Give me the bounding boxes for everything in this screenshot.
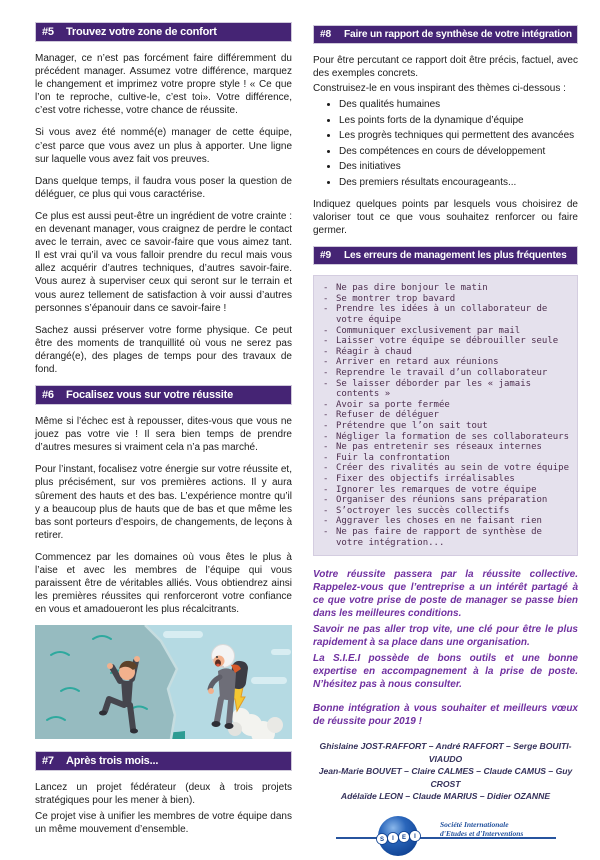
section9-header (313, 246, 578, 265)
logo-letter-i1: I (391, 835, 394, 842)
section8-title: Faire un rapport de synthèse de votre intégration (344, 29, 572, 40)
paragraph: Pour être percutant ce rapport doit être précis, factuel, avec des exemples concrets. (313, 55, 578, 80)
signature-line: Adélaïde LEON – Claude MARIUS – Didier OZANNE (340, 791, 551, 802)
paragraph: Dans quelque temps, il faudra vous poser la question de déléguer, ce plus qui vous caractérise. (35, 175, 292, 200)
list-item: • Les progrès techniques qui permettent des avancées (339, 129, 578, 142)
section7-number: #7 (42, 755, 54, 768)
section8-header (313, 25, 578, 44)
conclusion-block (313, 568, 578, 728)
paragraph: Ce plus est aussi peut-être un ingrédient de votre crainte : en devenant manager, vous craignez de perdre le contact avec le terrain, avec ce savoir-faire que vous aimez tant. Il est vrai qu’il va vous falloir prendre du recul mais vous allez acquérir d’autres techniques, d’autres savoir-faire. Vous aurez à superviser ceux qui seront sur le terrain et vous aurez tellement de satisfaction à voir aussi d’autres personnes s’épanouir dans ce savoir-faire ! (35, 210, 292, 314)
list-item: - Prétendre que l’on sait tout (316, 421, 573, 432)
paragraph: Construisez-le en vous inspirant des thèmes ci-dessous : (313, 83, 566, 95)
section5-header (35, 22, 292, 42)
section7-header (35, 751, 292, 771)
list-item: • Des qualités humaines (339, 98, 578, 111)
section6-number: #6 (42, 389, 54, 402)
list-item: - Aggraver les choses en ne faisant rien (316, 516, 573, 527)
section8-number: #8 (320, 29, 331, 40)
list-item: - Fixer des objectifs irréalisables (316, 474, 573, 485)
list-item: - Fuir la confrontation (316, 453, 573, 464)
list-item: - Reprendre le travail d’un collaborateur (316, 368, 573, 379)
list-item: - Ignorer les remarques de votre équipe (316, 485, 573, 496)
list-item: - Réagir à chaud (316, 347, 573, 358)
paragraph: Votre réussite passera par la réussite collective. Rappelez-vous que l’entreprise a un intérêt partagé à ce que votre prise de poste de manager se passe bien dans les meilleures conditions. (313, 569, 578, 620)
paragraph: Commencez par les domaines où vous êtes le plus à l’aise et avec les membres de l’équipe qui vous paraissent être de véritables alliés. Vous obtiendrez ainsi les premières réussites qui renforceront votre confiance en vous et amadoueront les plus récalcitrants. (35, 551, 292, 616)
list-item: • Des initiatives (339, 160, 578, 173)
list-item: - Arriver en retard aux réunions (316, 357, 573, 368)
section7-title: Après trois mois... (66, 755, 159, 768)
logo-letter-i2: I (413, 833, 416, 840)
siei-logo (336, 808, 556, 860)
paragraph: Manager, ce n’est pas forcément faire différemment du précédent manager. Assumez votre différence, marquez le changement et imprimez votre propre style ! « Ce que l’on te reproche, cultive-le, c’est toi». Votre différence, c’est votre richesse, votre chance de réussite. (35, 53, 292, 117)
paragraph: Sachez aussi préserver votre forme physique. Ce peut être des moments de tranquillité où vous ne serez pas dérangé(e), des plages de temps pour des travaux de fond. (35, 324, 292, 375)
list-item: • Les points forts de la dynamique d’équipe (339, 114, 578, 127)
paragraph: Ce projet vise à unifier les membres de votre équipe dans un même mouvement d’ensemble. (35, 810, 292, 835)
list-item: - Avoir sa porte fermée (316, 400, 573, 411)
section6-header (35, 385, 292, 405)
paragraph: Pour l’instant, focalisez votre énergie sur votre réussite et, plus précisément, sur vos premières actions. Il y aura sûrement des hauts et des bas. L’expérience montre qu’il y a beaucoup plus de hauts que de bas et que même les bas sont porteurs d’espoirs, de changements, de leçons à retirer. (35, 464, 292, 541)
section6-title: Focalisez vous sur votre réussite (66, 389, 234, 402)
new-year-wishes: Bonne intégration à vous souhaiter et meilleurs vœux de réussite pour 2019 ! (313, 703, 578, 728)
list-item: - Négliger la formation de ses collaborateurs (316, 432, 573, 443)
left-column (35, 22, 292, 838)
list-item: - Se montrer trop bavard (316, 294, 573, 305)
paragraph: La S.I.E.I possède de bons outils et une bonne expertise en accompagnement à la prise de poste. N’hésitez pas à nous consulter. (313, 653, 578, 691)
paragraph: Si vous avez été nommé(e) manager de cette équipe, c’est parce que vous avez un plus à apporter. Une ligne sur laquelle vous avez fait vos preuves. (35, 127, 292, 165)
logo-letter-s: S (379, 836, 384, 843)
management-errors-list (316, 283, 573, 548)
list-item: - Créer des rivalités au sein de votre équipe (316, 463, 573, 474)
list-item: - Ne pas entretenir ses réseaux internes (316, 442, 573, 453)
list-item: - Ne pas dire bonjour le matin (316, 283, 573, 294)
list-item: - Communiquer exclusivement par mail (316, 326, 573, 337)
report-themes-list (313, 98, 578, 189)
list-item: - Organiser des réunions sans préparation (316, 495, 573, 506)
list-item: - Prendre les idées à un collaborateur de votre équipe (316, 304, 573, 325)
section5-number: #5 (42, 26, 54, 38)
right-column (313, 25, 578, 860)
paragraph: Indiquez quelques points par lesquels vous choisirez de valoriser tout ce que vous souhaitez renforcer ou faire germer. (313, 198, 578, 236)
paragraph: Même si l’échec est à repousser, dites-vous que vous ne jouez pas votre vie ! Il sera bien temps de prendre d’autres mesures si vraiment cela n’a pas marché. (35, 416, 292, 454)
logo-company-line2: d'Etudes et d'Interventions (439, 828, 523, 838)
section5-title: Trouvez votre zone de confort (66, 26, 217, 38)
paragraph: Lancez un projet fédérateur (deux à trois projets stratégiques pour les mener à bien). (35, 782, 292, 807)
paragraph: Savoir ne pas aller trop vite, une clé pour être le plus rapidement à sa place dans une organisation. (313, 624, 578, 649)
list-item: - S’octroyer les succès collectifs (316, 506, 573, 517)
logo-letter-e: E (401, 834, 406, 841)
section9-number: #9 (320, 250, 331, 262)
cliff-jetpack-illustration (35, 625, 292, 739)
signature-line: Jean-Marie BOUVET – Claire CALMES – Claude CAMUS – Guy CROST (318, 766, 573, 789)
list-item: • Des premiers résultats encourageants... (339, 176, 578, 189)
list-item: - Se laisser déborder par les « jamais contents » (316, 379, 573, 400)
list-item: • Des compétences en cours de développement (339, 145, 578, 158)
section9-title: Les erreurs de management les plus fréquentes (344, 250, 567, 262)
signatures-block (313, 740, 578, 802)
list-item: - Ne pas faire de rapport de synthèse de votre intégration... (316, 527, 573, 548)
management-errors-box (313, 275, 578, 556)
signature-line: Ghislaine JOST-RAFFORT – André RAFFORT – Serge BOUITI-VIAUDO (319, 741, 572, 764)
list-item: - Laisser votre équipe se débrouiller seule (316, 336, 573, 347)
logo-company-line1: Société Internationale (439, 819, 509, 829)
list-item: - Refuser de déléguer (316, 410, 573, 421)
